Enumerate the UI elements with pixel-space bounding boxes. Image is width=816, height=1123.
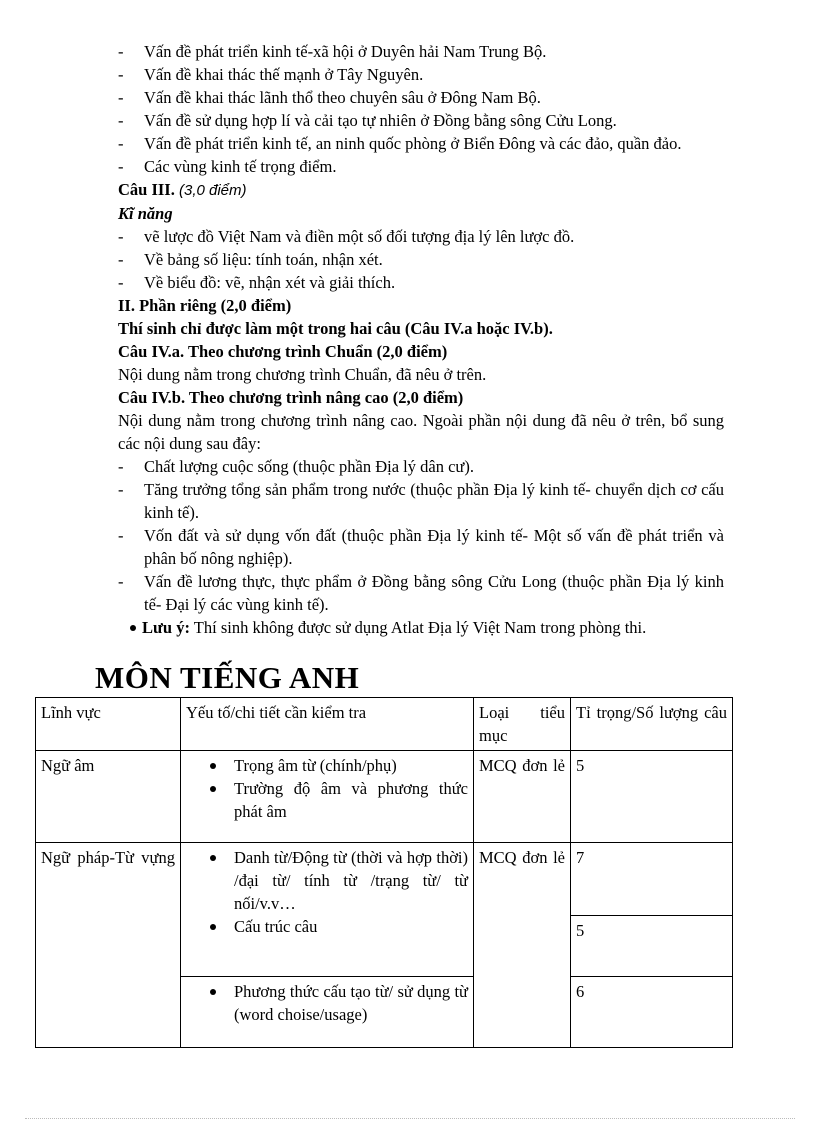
table-header-row bbox=[36, 698, 733, 751]
table-row bbox=[36, 751, 733, 843]
ivb-heading: Câu IV.b. Theo chương trình nâng cao (2,0 điểm) bbox=[118, 388, 464, 407]
header-cell: Tỉ trọng/Số lượng câu bbox=[571, 698, 733, 751]
geography-content bbox=[118, 40, 724, 639]
list-item: Trường độ âm và phương thức phát âm bbox=[234, 777, 468, 823]
table-row bbox=[36, 843, 733, 916]
detail-cell bbox=[181, 977, 474, 1048]
detail-cell bbox=[181, 843, 474, 977]
header-cell: Lĩnh vực bbox=[36, 698, 181, 751]
domain-cell: Ngữ pháp-Từ vựng bbox=[36, 843, 181, 1048]
list-item: - Về biểu đồ: vẽ, nhận xét và giải thích. bbox=[118, 273, 396, 292]
part2-instruction: Thí sinh chỉ được làm một trong hai câu (Câu IV.a hoặc IV.b). bbox=[118, 319, 553, 338]
list-item: Cấu trúc câu bbox=[234, 915, 468, 938]
bullet-icon bbox=[210, 763, 216, 769]
header-cell: Yếu tố/chi tiết cần kiểm tra bbox=[181, 698, 474, 751]
list-item: Trọng âm từ (chính/phụ) bbox=[234, 754, 468, 777]
detail-cell bbox=[181, 751, 474, 843]
count-cell: 6 bbox=[571, 977, 733, 1048]
note: Lưu ý: Thí sinh không được sử dụng Atlat Địa lý Việt Nam trong phòng thi. bbox=[118, 616, 724, 639]
english-spec-table bbox=[35, 697, 733, 1048]
list-item: - Vấn đề khai thác thế mạnh ở Tây Nguyên. bbox=[118, 65, 424, 84]
list-item: - Vốn đất và sử dụng vốn đất (thuộc phần Địa lý kinh tế- Một số vấn đề phát triển và phân bố nông nghiệp). bbox=[118, 526, 724, 568]
count-cell: 5 bbox=[571, 916, 733, 977]
list-item: - Tăng trưởng tổng sản phẩm trong nước (thuộc phần Địa lý kinh tế- chuyển dịch cơ cấu kinh tế). bbox=[118, 480, 724, 522]
iva-heading: Câu IV.a. Theo chương trình Chuẩn (2,0 điểm) bbox=[118, 342, 448, 361]
bullet-icon bbox=[210, 924, 216, 930]
ivb-text: Nội dung nằm trong chương trình nâng cao. Ngoài phần nội dung đã nêu ở trên, bổ sung các nội dung sau đây: bbox=[118, 411, 724, 453]
bullet-icon bbox=[210, 855, 216, 861]
list-item: - Vấn đề phát triển kinh tế-xã hội ở Duyên hải Nam Trung Bộ. bbox=[118, 42, 547, 61]
list-item: Phương thức cấu tạo từ/ sử dụng từ (word choise/usage) bbox=[234, 980, 468, 1026]
bullet-icon bbox=[210, 989, 216, 995]
bullet-icon bbox=[130, 625, 136, 631]
count-cell: 5 bbox=[571, 751, 733, 843]
list-item: Danh từ/Động từ (thời và hợp thời) /đại từ/ tính từ /trạng từ/ từ nối/v.v… bbox=[234, 846, 468, 915]
count-cell: 7 bbox=[571, 843, 733, 916]
type-cell: MCQ đơn lẻ bbox=[474, 843, 571, 1048]
domain-cell: Ngữ âm bbox=[36, 751, 181, 843]
skills-heading: Kĩ năng bbox=[118, 204, 173, 223]
page-divider bbox=[25, 1118, 795, 1119]
list-item: - Vấn đề sử dụng hợp lí và cải tạo tự nhiên ở Đồng bằng sông Cửu Long. bbox=[118, 111, 617, 130]
header-cell: Loại tiểu mục bbox=[474, 698, 571, 751]
type-cell: MCQ đơn lẻ bbox=[474, 751, 571, 843]
list-item: - Vấn đề phát triển kinh tế, an ninh quốc phòng ở Biển Đông và các đảo, quần đảo. bbox=[118, 134, 682, 153]
iva-text: Nội dung nằm trong chương trình Chuẩn, đã nêu ở trên. bbox=[118, 365, 487, 384]
part2-heading: II. Phần riêng (2,0 điểm) bbox=[118, 296, 292, 315]
subject-title: MÔN TIẾNG ANH bbox=[95, 660, 360, 695]
bullet-icon bbox=[210, 786, 216, 792]
list-item: - Chất lượng cuộc sống (thuộc phần Địa lý dân cư). bbox=[118, 457, 474, 476]
list-item: - Vấn đề khai thác lãnh thổ theo chuyên sâu ở Đông Nam Bộ. bbox=[118, 88, 541, 107]
cau3-heading: Câu III. (3,0 điểm) bbox=[118, 180, 247, 199]
list-item: - Vấn đề lương thực, thực phẩm ở Đồng bằng sông Cửu Long (thuộc phần Địa lý kinh tế- Đại lý các vùng kinh tế). bbox=[118, 572, 724, 614]
list-item: - vẽ lược đồ Việt Nam và điền một số đối tượng địa lý lên lược đồ. bbox=[118, 227, 575, 246]
list-item: - Về bảng số liệu: tính toán, nhận xét. bbox=[118, 250, 383, 269]
list-item: - Các vùng kinh tế trọng điểm. bbox=[118, 157, 337, 176]
